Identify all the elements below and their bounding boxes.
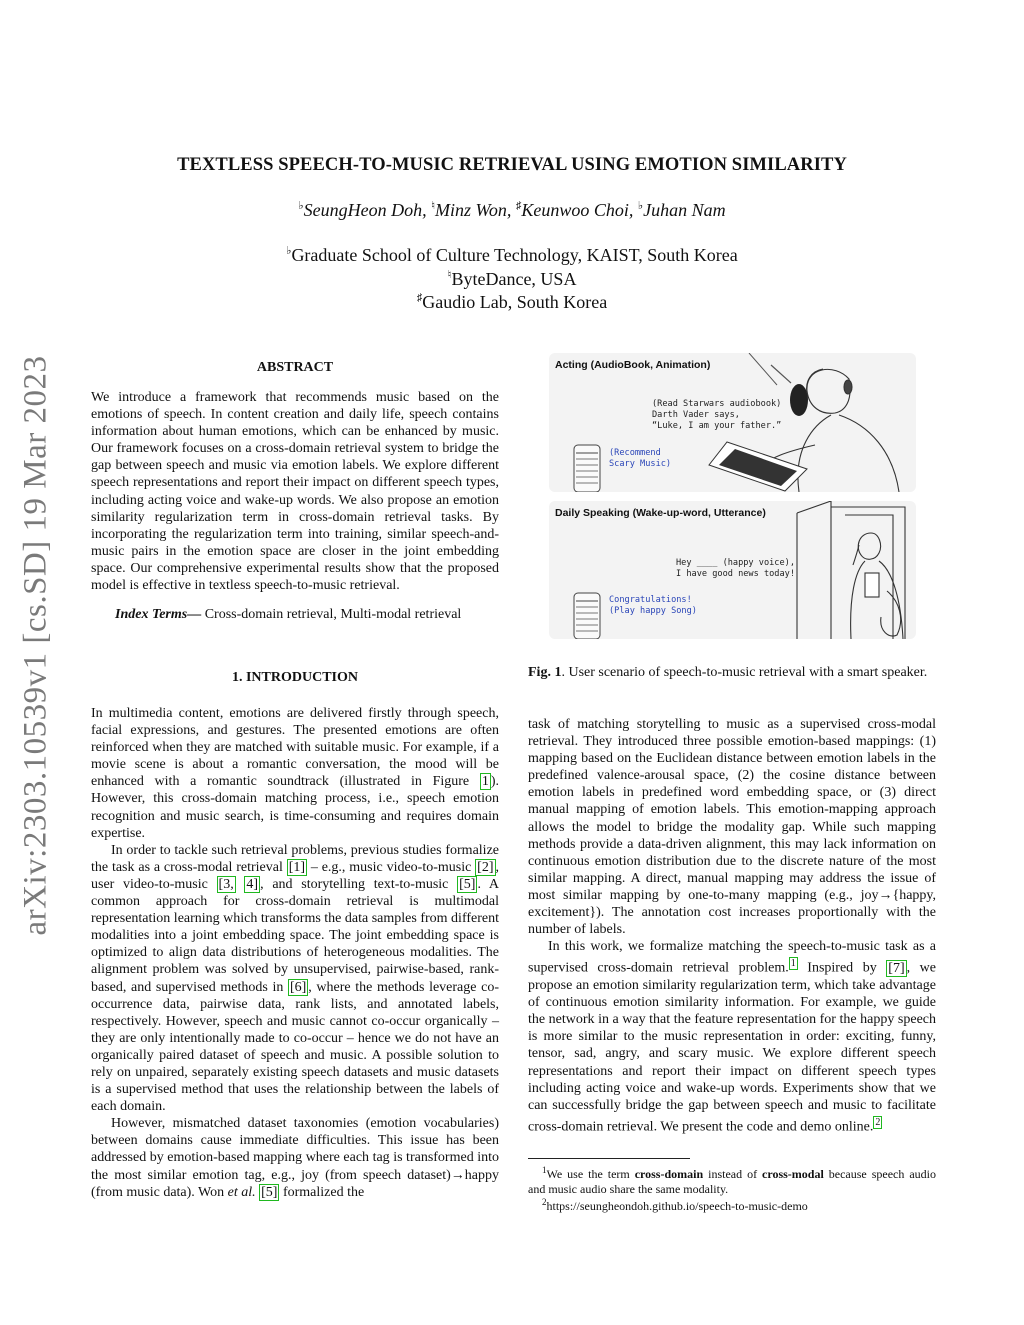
figure-ref-link[interactable]: 1 — [481, 774, 489, 790]
figure-1 — [549, 353, 916, 639]
caption-text: . User scenario of speech-to-music retrieval with a smart speaker. — [561, 665, 928, 680]
arxiv-id: arXiv:2303.10539v1 [cs.SD] 19 Mar 2023 — [17, 355, 54, 935]
abstract-body — [91, 389, 499, 623]
affiliation: ♭Graduate School of Culture Technology, KAIST, South Korea — [286, 245, 738, 265]
right-column-body — [528, 716, 936, 1136]
citation-link[interactable]: [6] — [289, 979, 307, 995]
author-name: SeungHeon Doh, — [303, 200, 427, 220]
citation-link[interactable]: [5] — [261, 1184, 278, 1200]
figure-caption — [528, 664, 936, 681]
speaker-reply: (Recommend Scary Music) — [609, 448, 672, 469]
index-terms-label: Index Terms— — [115, 607, 202, 623]
intro-heading: 1. INTRODUCTION — [231, 670, 358, 685]
right-paragraph-1: task of matching storytelling to music as a supervised cross-modal retrieval. They introduced three possible emotion-based mappings: (1) mapping based on the Euclidean distance between emotion labels in the predefined valence-arousal space, (2) the cosine distance between emotion labels in predefined word embedding space, or (3) direct manual mapping of emotion labels. This emotion-mapping approach allows the model to bridge the modality gap. While such mapping methods provide a data-driven alignment, this may lack information on continuous emotion distribution due to the discrete nature of the most similar mapping. A direct, manual mapping may address the issue of most similar mapping by one-to-many mapping (e.g., joy→{happy, excitement}). The annotation cost increases proportionally with the number of labels. — [528, 717, 936, 938]
index-terms-text: Cross-domain retrieval, Multi-modal retrieval — [204, 607, 462, 623]
citation-link[interactable]: [2] — [477, 859, 494, 875]
index-terms — [91, 606, 499, 623]
citation-link[interactable]: [7] — [888, 960, 905, 976]
footnote-link[interactable]: 2 — [875, 1116, 881, 1128]
intro-body — [91, 705, 499, 1201]
footnote-link[interactable]: 1 — [790, 958, 796, 970]
speaker-reply: Congratulations! (Play happy Song) — [609, 595, 697, 616]
intro-paragraph-1: In multimedia content, emotions are delivered firstly through speech, facial expressions, and gestures. The presented emotions are often reinforced when they are matched with suitable music. For example, if a movie scene is about a romantic conversation, the mood will be enhanced with a romantic soundtrack (illustrated in Figure 1 ). However, this cross-domain matching process, i.e., speech emotion recognition and music search, is time-consuming and requires domain expertise. — [91, 706, 499, 841]
author-list: ♭SeungHeon Doh, ♮Minz Won, ♯Keunwoo Choi, ♭Juhan Nam — [298, 200, 726, 220]
smart-speaker-icon — [574, 593, 600, 639]
speech-quote: (Read Starwars audiobook) Darth Vader says, “Luke, I am your father.” — [652, 399, 782, 431]
footnote-rule — [528, 1158, 690, 1159]
demo-url-link[interactable]: https://seungheondoh.github.io/speech-to-music-demo — [546, 1199, 808, 1213]
citation-link[interactable]: [5] — [459, 876, 476, 892]
author-name: Minz Won, — [435, 200, 512, 220]
abstract-heading: ABSTRACT — [256, 360, 334, 375]
right-paragraph-2: In this work, we formalize matching the speech-to-music task as a supervised cross-domain retrieval problem. $^1$ Inspired by [7] , we propose an emotion similarity regularization term, which take advantage of continuous emotion similarity information. For example, we guide the network in a way that the feature representation for the happy speech is more similar to the music representation in order: exciting, funny, tensor, sad, angry, and scary music. We explore different speech representations and report their impact on different speech types including acting voice and wake-up words. Experiments show that we can successfully bridge the gap between speech and music to facilitate cross-domain retrieval. We present the code and demo online. $^2$ — [528, 939, 936, 1135]
affiliation: ♮ByteDance, USA — [447, 269, 577, 289]
microphone-icon — [749, 353, 808, 416]
footnote-1: $^1$We use the term cross-domain instead of cross-modal because speech audio and music audio share the same modality. — [528, 1165, 936, 1196]
smart-speaker-icon — [574, 445, 600, 492]
affiliation: ♯Gaudio Lab, South Korea — [416, 292, 608, 312]
author-name: Juhan Nam — [643, 200, 726, 220]
speech-quote: Hey ____ (happy voice), I have good news today! — [676, 558, 795, 579]
abstract-text: We introduce a framework that recommends music based on the emotions of speech. In content creation and daily life, speech contains information about human emotions, which can be enhanced by music. Our framework focuses on a cross-domain retrieval system to bridge the gap between speech and music via emotion labels. We explore different speech representations and report their impact on different speech types, including acting voice and wake-up words. We also propose an emotion similarity regularization term in cross-domain retrieval tasks. By incorporating the regularization term into training, similar speech-and-music pairs in the emotion space are closer in the joint embedding space. Our comprehensive experimental results show that the proposed model is effective in textless speech-to-music retrieval. — [91, 390, 499, 594]
script-board-icon — [709, 442, 807, 491]
daily-illustration — [549, 501, 916, 639]
acting-illustration — [549, 353, 916, 492]
figure-panel-daily — [549, 501, 916, 639]
citation-link[interactable]: 4] — [246, 876, 259, 892]
author-name: Keunwoo Choi, — [521, 200, 634, 220]
figure-panel-acting — [549, 353, 916, 492]
intro-paragraph-3: However, mismatched dataset taxonomies (emotion vocabularies) between domains cause immediate difficulties. This issue has been addressed by emotion-based mapping where each tag is transformed into the most similar emotion tag, e.g., joy (from speech dataset)→happy (from music data). Won et al. [5] formalized the — [91, 1116, 499, 1200]
arxiv-stamp — [6, 340, 66, 950]
panel-title: Daily Speaking (Wake-up-word, Utterance) — [555, 507, 766, 519]
paper-title: TEXTLESS SPEECH-TO-MUSIC RETRIEVAL USING EMOTION SIMILARITY — [177, 155, 847, 175]
citation-link[interactable]: [3, — [218, 876, 234, 892]
citation-link[interactable]: [1] — [288, 859, 306, 875]
footnote-2: $^2$https://seungheondoh.github.io/speech-to-music-demo — [542, 1197, 808, 1213]
intro-paragraph-2: In order to tackle such retrieval problems, previous studies formalize the task as a cross-modal retrieval [1] – e.g., music video-to-music [2] , user video-to-music [3, 4] , and storytelling text-to-music [5] . A common approach for cross-domain retrieval is multimodal representation learning which transforms the data samples from different modalities into a joint embedding space. The joint embedding space is optimized to align data distributions of heterogeneous modalities. The alignment problem was solved by unsupervised, pairwise-based, rank-based, and supervised methods in [6] , where the methods leverage co-occurrence data, pairwise data, rank lists, and annotated labels, respectively. However, speech and music cannot co-occur organically – they are only intentionally made to co-occur – hence we do not have an organically paired dataset of speech and music. A possible solution to rely on unpaired, separately existing speech datasets and music datasets is a supervised method that uses the relationship between the labels of each domain. — [91, 842, 499, 1115]
panel-title: Acting (AudioBook, Animation) — [555, 359, 711, 371]
figure-label: Fig. 1 — [528, 665, 562, 680]
person-figure — [851, 533, 903, 639]
